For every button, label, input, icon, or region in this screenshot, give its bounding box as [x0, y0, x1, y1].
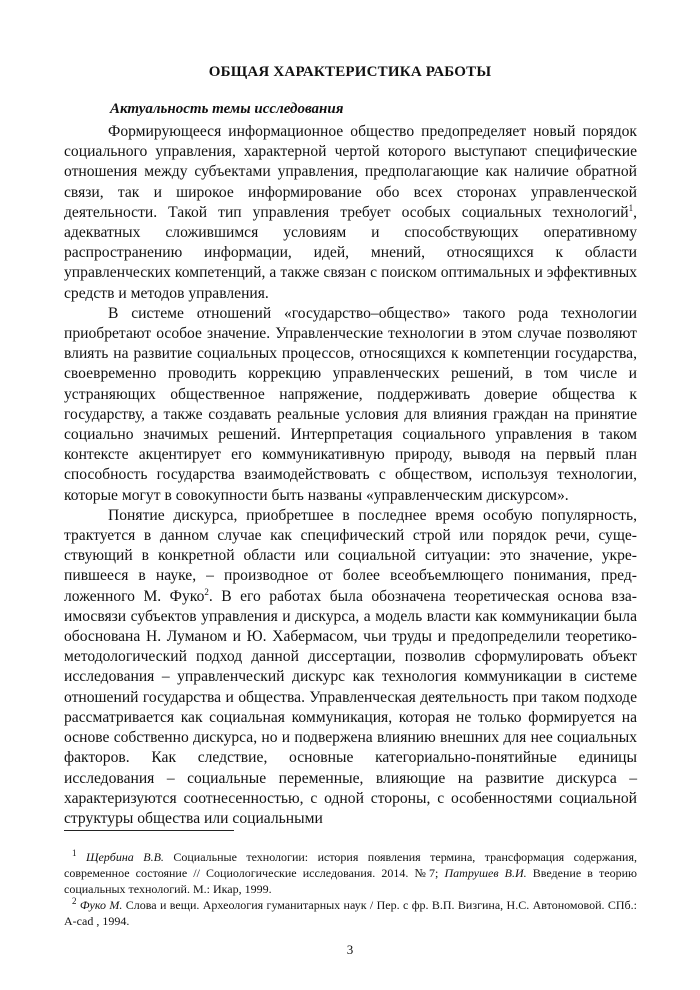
- paragraph-1: [64, 122, 637, 304]
- footnote-1-text-2: Введение в теорию социальных технологий. М.: Икар, 1999.: [64, 866, 638, 896]
- footnote-2-author-1: Фуко М.: [79, 898, 123, 912]
- footnotes: [64, 849, 637, 929]
- section-heading: Актуальность темы исследования: [110, 101, 344, 117]
- footnote-1-number: 1: [72, 848, 77, 858]
- footnote-2-number: 2: [72, 896, 77, 906]
- paragraph-3-text-a: Понятие дискурса, приобретшее в последнее время особую популярность, трактуется в данном случае как специфический строй или порядок речи, существующий в конкретной области или социальной ситуации: это значение, укрепившееся в науке, – производное от более всеобъемлющего понимания, предложенного М. Фуко: [64, 506, 637, 605]
- paragraph-1-text-a: Формирующееся информационное общество предопределяет новый порядок социального управления, характерной чертой которого выступают специфические отношения между субъектами управления, предполагающие как наличие обратной связи, так и широкое информирование обо всех сторонах управленческой деятельности. Такой тип управления требует особых социальных технологий: [64, 123, 637, 221]
- page-title: ОБЩАЯ ХАРАКТЕРИСТИКА РАБОТЫ: [208, 64, 492, 80]
- body-text: [64, 122, 637, 829]
- footnote-2: [64, 897, 637, 929]
- footnote-1-author-1: Щербина В.В.: [85, 850, 164, 864]
- paragraph-3: [64, 506, 637, 829]
- page-number: 3: [346, 942, 354, 957]
- footnote-1-text-1: Социальные технологии: история появления термина, трансформация содержания, современное состояние // Социологические исследования. 2014. №7;: [64, 850, 637, 880]
- footnote-1: [64, 849, 637, 897]
- paragraph-1-text-b: , адекватных сложившимся условиям и способствующих оперативному распространению информации, идей, мнений, относящихся к области управленческих компетенций, а также связан с поиском оптимальных и эффективных средств и методов управления.: [64, 203, 637, 302]
- paragraph-3-text-b: . В его работах была обозначена теоретическая основа взаимосвязи субъектов управления и дискурса, а модель власти как коммуникации была обоснована Н. Луманом и Ю. Хабермасом, чьи труды и предопределили теоретико-методологический подход данной диссертации, позволив сформулировать объект исследования – управленческий дискурс как технология коммуникации в системе отношений государства и общества. Управленческая деятельность при таком подходе рассматривается как социальная коммуникация, которая не только формируется на основе собственно дискурса, но и подвержена влиянию внешних для нее социальных факторов. Как следствие, основные категориально-понятийные единицы исследования – социальные переменные, влияющие на развитие дискурса – характеризуются соотнесенностью, с одной стороны, с особенностями социальной структуры общества или социальными: [64, 587, 637, 827]
- footnote-divider: [64, 830, 234, 831]
- paragraph-2: В системе отношений «государство–общество» такого рода технологии приобретают особое значение. Управленческие технологии в этом случае позволяют влиять на развитие социальных процессов, относящихся к компетенции государства, своевременно проводить коррекцию управленческих решений, в том числе и устраняющих общественное напряжение, поддерживать доверие общества к государству, а также создавать реальные условия для влияния граждан на принятие социально значимых решений. Интерпретация социального управления в таком контексте акцентирует его коммуникативную природу, выводя на первый план способность государства взаимодействовать с обществом, используя технологии, которые могут в совокупности быть названы «управленческим дискурсом».: [64, 304, 637, 504]
- footnote-ref-2[interactable]: 2: [204, 586, 209, 597]
- footnote-2-text-1: Слова и вещи. Археология гуманитарных наук / Пер. с фр. В.П. Визгина, Н.С. Автономовой. СПб.: A-cad , 1994.: [64, 898, 637, 928]
- footnote-1-author-2: Патрушев В.И.: [444, 866, 527, 880]
- footnote-ref-1[interactable]: 1: [628, 202, 634, 213]
